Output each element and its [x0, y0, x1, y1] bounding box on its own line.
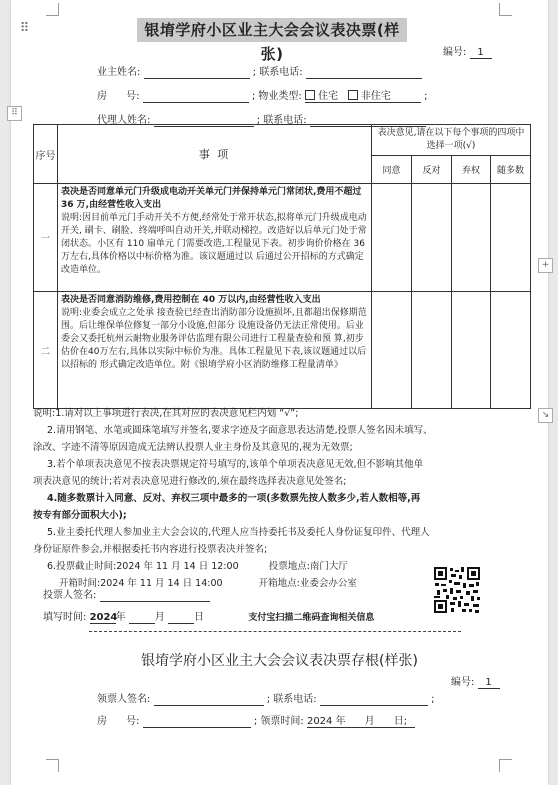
- receive-year: 2024 年: [306, 716, 346, 727]
- col-matter-header: 事 项: [58, 125, 372, 184]
- voter-sign-row: [43, 586, 210, 602]
- ballot-table: [33, 124, 531, 409]
- resize-table-icon[interactable]: ↘: [538, 408, 553, 423]
- fill-time-label: 填写时间:: [43, 612, 87, 623]
- choice-abstain-header: 弃权: [452, 156, 491, 184]
- note-3a: 3.若个单项表决意见不按表决票规定符号填写的,该单个单项表决意见无效,但不影响其他单: [47, 459, 424, 470]
- choice-follow-header: 随多数: [491, 156, 531, 184]
- vote-place: 投票地点:南门大厅: [268, 561, 348, 572]
- open-place: 开箱地点:业委会办公室: [258, 578, 357, 589]
- add-column-icon[interactable]: +: [538, 258, 553, 273]
- stub-room-label: 房 号:: [97, 716, 140, 727]
- corner-mark: [499, 759, 512, 772]
- residential-checkbox[interactable]: [305, 90, 315, 100]
- note-2a: 2.请用钢笔、水笔或圆珠笔填写并签名,要求字迹及字面意思表达清楚,投票人签名因未填写、: [47, 425, 433, 436]
- month-label: 月: [154, 612, 165, 623]
- corner-mark: [46, 3, 59, 16]
- row-description: 说明:业委会成立之处承 接查验已经查出消防部分设施损坏,且都超出保修期范围。后让维保单位修复一部分小设施,但部分 设施设备仍无法正常使用。后业委会又委托杭州云耐物业服务评估监理有限公司进行工程量查验和预 算,初步估价在40万左右,具体以实际中标价为准。具体工程量见下表,该议题通过以后以招标的 形式确定改造单位。附《银堉学府小区消防维修工程量清单》: [61, 308, 367, 370]
- ballot-title: 银堉学府小区业主大会会议表决票(样张): [137, 18, 407, 42]
- year-label: 年: [115, 612, 126, 623]
- note-5b: 身份证原件参会,并根据委托书内容进行投票表决并签名;: [33, 544, 268, 555]
- choice-agree-header: 同意: [372, 156, 412, 184]
- vote-oppose-cell[interactable]: [412, 184, 452, 292]
- voter-sign-label: 投票人签名:: [43, 590, 97, 601]
- alipay-hint: 支付宝扫描二维码查询相关信息: [248, 613, 375, 623]
- row-index: 一: [34, 184, 58, 292]
- row-title: 表决是否同意消防维修,费用控制在 40 万以内,由经营性收入支出: [61, 295, 321, 305]
- corner-mark: [46, 759, 59, 772]
- stub-title: 银堉学府小区业主大会会议表决票存根(样张): [141, 653, 418, 669]
- note-3b: 项表决意见的统计;若对表决意见进行修改的,须在最终选择表决意见处签名;: [33, 476, 347, 487]
- nonresidential-label: 非住宅: [360, 91, 391, 102]
- stub-room-field[interactable]: [143, 716, 251, 728]
- agent-row: 代理人姓名: ; 联系电话:: [97, 111, 426, 127]
- owner-name-label: 业主姓名:: [97, 67, 141, 78]
- corner-mark: [499, 3, 512, 16]
- vote-follow-cell[interactable]: [491, 292, 531, 409]
- instructions: [33, 405, 533, 592]
- instruction-header: 表决意见,请在以下每个事项的四项中选择一项(√): [372, 125, 531, 156]
- number-label-text: 编号:: [443, 47, 467, 58]
- table-row: [34, 184, 531, 292]
- fill-day[interactable]: [168, 612, 194, 624]
- receiver-field[interactable]: [154, 694, 264, 706]
- stub-number: [451, 673, 500, 689]
- note-2b: 涂改、字迹不清等原因造成无法辨认投票人业主身份及其意见的,视为无效票;: [33, 442, 353, 453]
- row-description: 说明:因目前单元门手动开关不方便,经常处于常开状态,拟将单元门升级成电动开关, 刷卡、刷脸、终端呼叫自动开关,并联动梯控。改造好以后单元门处于常闭状态。小区有 110 扇单元 门需要改造,工程量见下表。初步询价价格在 36 万左右,具体价格以中标价格为准。该议题通过以 后通过公开招标的方式确定改造单位。: [61, 213, 367, 275]
- fill-year[interactable]: 2024: [89, 612, 118, 623]
- fill-time-row: [43, 608, 374, 624]
- document-page: [11, 0, 548, 785]
- stub-number-label: 编号:: [451, 677, 475, 688]
- property-type-label: 物业类型:: [258, 91, 302, 102]
- stub-receiver-row: 领票人签名: ; 联系电话: ;: [97, 694, 435, 705]
- room-field[interactable]: [143, 91, 249, 103]
- voter-sign-field[interactable]: [100, 590, 210, 602]
- receiver-label: 领票人签名:: [97, 694, 151, 705]
- vote-deadline: 6.投票截止时间:2024 年 11 月 14 日 12:00: [47, 561, 239, 572]
- number-value: 1: [470, 47, 492, 59]
- note-1: 说明:1.请对以上事项进行表决,在其对应的表决意见栏内划 “√”;: [33, 408, 299, 419]
- row-matter: [58, 292, 372, 409]
- owner-row: 业主姓名: ; 联系电话:: [97, 63, 422, 79]
- col-index-header: 序号: [34, 125, 58, 184]
- note-5a: 5.业主委托代理人参加业主大会会议的,代理人应当持委托书及委托人身份证复印件、代理人: [47, 527, 430, 538]
- agent-phone-label: 联系电话:: [263, 115, 307, 126]
- number-label: [443, 43, 492, 59]
- owner-name-field[interactable]: [144, 67, 250, 79]
- vote-agree-cell[interactable]: [372, 184, 412, 292]
- cut-line: [89, 631, 461, 632]
- vote-agree-cell[interactable]: [372, 292, 412, 409]
- row-index: 二: [34, 292, 58, 409]
- stub-phone-field[interactable]: [320, 694, 428, 706]
- agent-name-label: 代理人姓名:: [97, 115, 151, 126]
- qr-code-icon[interactable]: [433, 566, 481, 614]
- fill-month[interactable]: [129, 612, 155, 624]
- room-label: 房 号:: [97, 91, 140, 102]
- table-row: [34, 292, 531, 409]
- stub-number-value: 1: [478, 677, 500, 689]
- open-time: 开箱时间:2024 年 11 月 14 日 14:00: [59, 578, 223, 589]
- table-move-handle-icon[interactable]: ⠿: [7, 106, 22, 121]
- row-matter: [58, 184, 372, 292]
- receive-time-label: 领票时间:: [260, 716, 304, 727]
- vote-follow-cell[interactable]: [491, 184, 531, 292]
- phone-label: 联系电话:: [259, 67, 303, 78]
- nonresidential-checkbox[interactable]: [348, 90, 358, 100]
- drag-handle-icon[interactable]: ⠿: [19, 21, 30, 36]
- row-title: 表决是否同意单元门升级成电动开关单元门并保持单元门常闭状,费用不超过 36 万,由经营性收入支出: [61, 187, 362, 210]
- note-4b: 按专有部分面积大小);: [33, 510, 127, 521]
- note-4a: 4.随多数票计入同意、反对、弃权三项中最多的一项(多数票先按人数多少,若人数相等,再: [47, 493, 421, 504]
- vote-abstain-cell[interactable]: [452, 292, 491, 409]
- property-type-field: [305, 87, 421, 103]
- vote-oppose-cell[interactable]: [412, 292, 452, 409]
- stub-room-row: 房 号: ; 领票时间: 2024 年 月 日;: [97, 712, 415, 728]
- receive-time-field[interactable]: [307, 712, 415, 728]
- receive-month: 月: [364, 716, 375, 727]
- stub-phone-label: 联系电话:: [273, 694, 317, 705]
- choice-oppose-header: 反对: [412, 156, 452, 184]
- phone-field[interactable]: [306, 67, 422, 79]
- residential-label: 住宅: [318, 91, 339, 102]
- vote-abstain-cell[interactable]: [452, 184, 491, 292]
- room-row: 房 号: ; 物业类型: 住宅 非住宅 ;: [97, 87, 428, 103]
- receive-day: 日;: [393, 716, 408, 727]
- day-label: 日: [193, 612, 204, 623]
